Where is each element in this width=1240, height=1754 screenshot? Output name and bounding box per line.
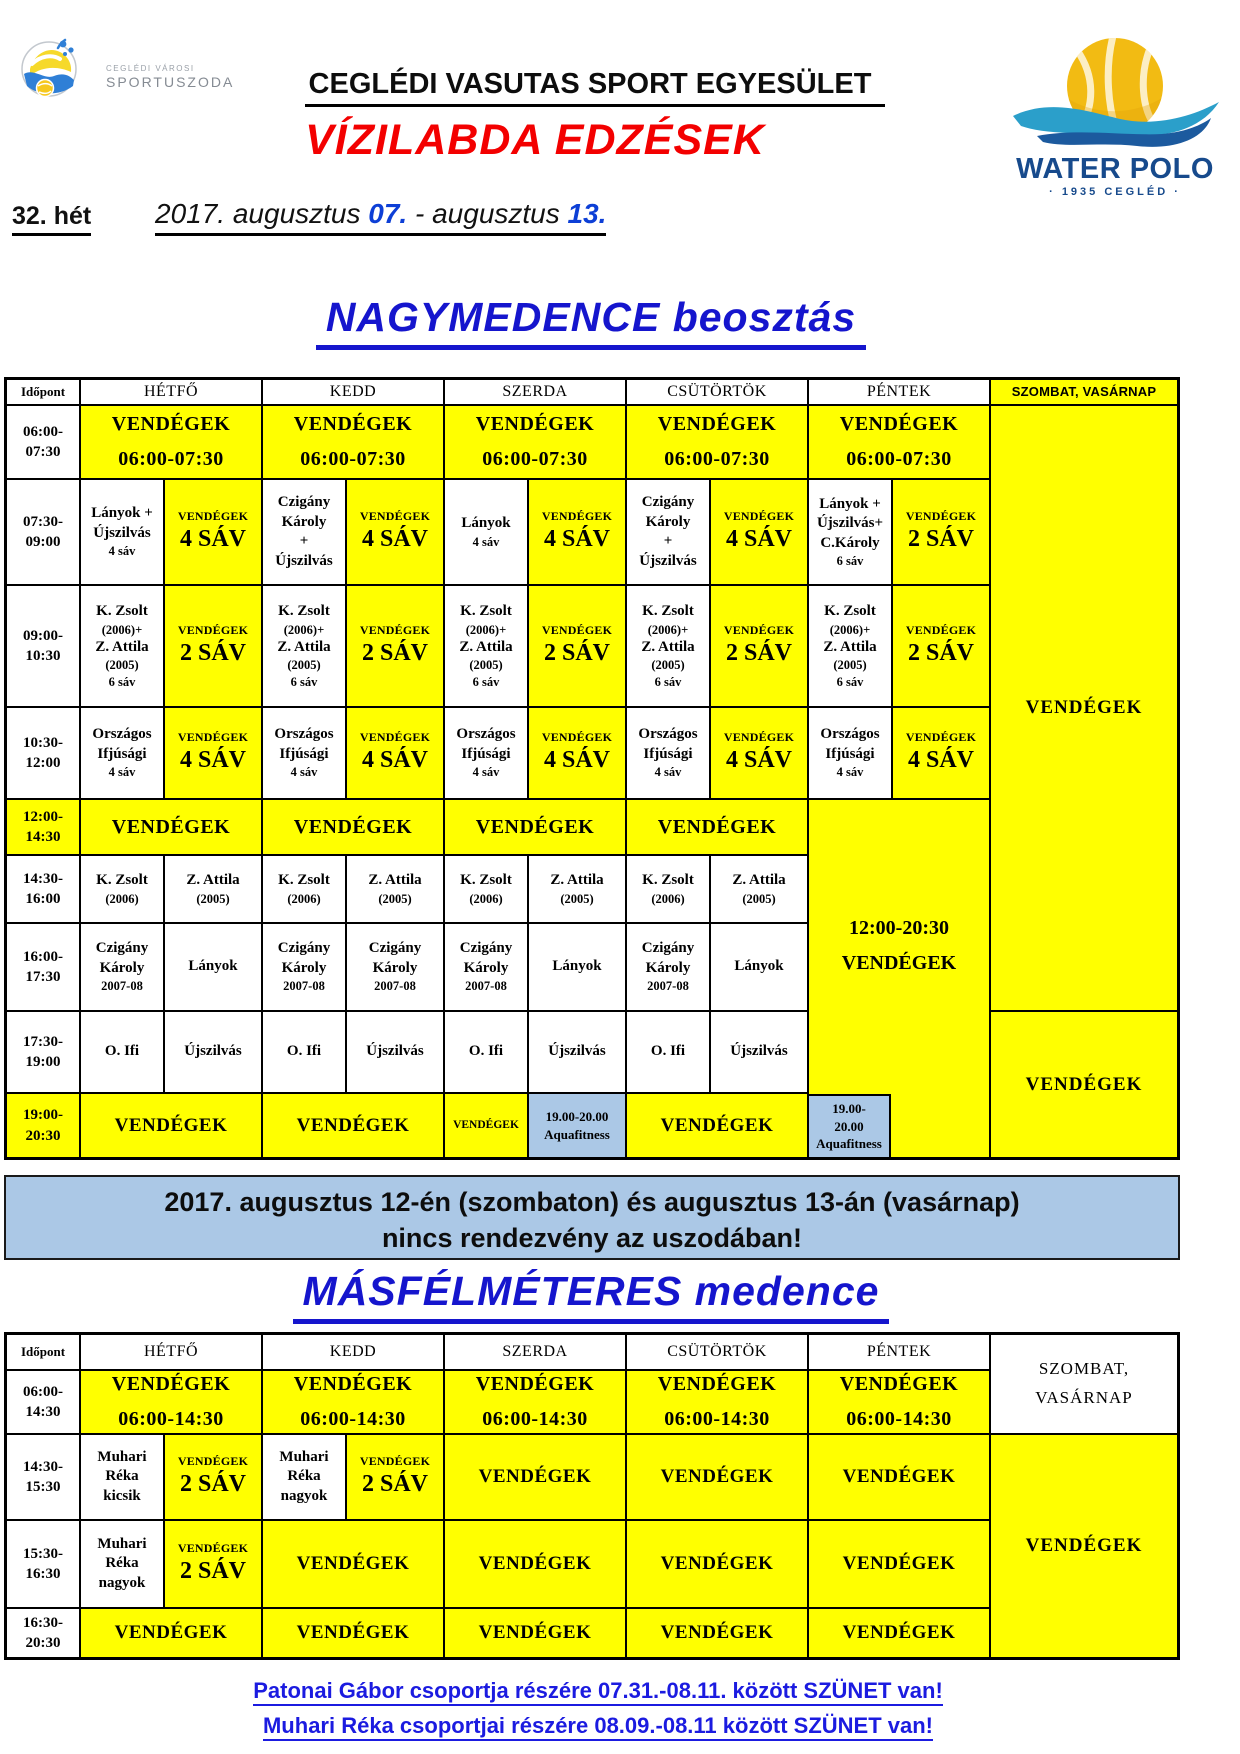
group-cell: Országos Ifjúsági 4 sáv — [627, 708, 709, 798]
group-cell: Újszilvás — [347, 1012, 443, 1092]
group-cell: Czigány Károly 2007-08 — [81, 924, 163, 1010]
day-header: CSÜTÖRTÖK — [627, 380, 807, 404]
guests-cell: VENDÉGEK — [263, 1609, 443, 1657]
time-slot: 06:00- 07:30 — [7, 406, 79, 478]
guests-lanes-cell: VENDÉGEK 2 SÁV — [529, 586, 625, 706]
time-slot: 06:00- 14:30 — [7, 1371, 79, 1433]
aquafitness-cell: 19.00- 20.00 Aquafitness — [809, 1094, 891, 1157]
guests-cell: VENDÉGEK 06:00-14:30 — [81, 1371, 261, 1433]
group-cell: Lányok + Újszilvás 4 sáv — [81, 480, 163, 584]
group-cell: Muhari Réka nagyok — [263, 1435, 345, 1519]
guests-cell: VENDÉGEK — [991, 1012, 1177, 1157]
group-cell: Lányok 4 sáv — [445, 480, 527, 584]
group-cell: K. Zsolt (2006)+ Z. Attila (2005) 6 sáv — [627, 586, 709, 706]
guests-cell: VENDÉGEK — [445, 1609, 625, 1657]
guests-cell: VENDÉGEK 06:00-14:30 — [809, 1371, 989, 1433]
group-cell: Czigány Károly + Újszilvás — [263, 480, 345, 584]
guests-lanes-cell: VENDÉGEK 4 SÁV — [529, 708, 625, 798]
banner-line1: 2017. augusztus 12-én (szombaton) és augusztus 13-án (vasárnap) — [164, 1187, 1020, 1217]
waterpolo-logo — [995, 28, 1235, 198]
group-cell: Lányok — [711, 924, 807, 1010]
guests-cell: VENDÉGEK 06:00-07:30 — [809, 406, 989, 478]
guests-cell: VENDÉGEK — [445, 1521, 625, 1607]
guests-cell: VENDÉGEK 06:00-07:30 — [263, 406, 443, 478]
guests-cell: VENDÉGEK — [263, 1521, 443, 1607]
footnote-patonai-text: Patonai Gábor csoportja részére 07.31.-08.11. között SZÜNET van! — [253, 1678, 943, 1706]
guests-cell: VENDÉGEK — [263, 1094, 443, 1157]
group-cell: Czigány Károly 2007-08 — [263, 924, 345, 1010]
section-title-masfelmeteres: MÁSFÉLMÉTERES medence — [293, 1268, 890, 1324]
page-subtitle: VÍZILABDA EDZÉSEK — [305, 116, 765, 164]
guests-lanes-cell: VENDÉGEK 2 SÁV — [165, 1521, 261, 1607]
group-cell: Czigány Károly 2007-08 — [627, 924, 709, 1010]
group-cell: Z. Attila (2005) — [347, 856, 443, 922]
group-cell: Z. Attila (2005) — [529, 856, 625, 922]
time-slot: 14:30- 16:00 — [7, 856, 79, 922]
guests-cell: VENDÉGEK — [809, 1521, 989, 1607]
guests-cell: VENDÉGEK — [809, 1435, 989, 1519]
banner-line2: nincs rendezvény az uszodában! — [381, 1223, 803, 1254]
guests-lanes-cell: VENDÉGEK 2 SÁV — [165, 586, 261, 706]
guests-cell: VENDÉGEK — [263, 800, 443, 854]
time-slot: 09:00- 10:30 — [7, 586, 79, 706]
group-cell: K. Zsolt (2006)+ Z. Attila (2005) 6 sáv — [809, 586, 891, 706]
group-cell: Lányok — [529, 924, 625, 1010]
group-cell: Czigány Károly 2007-08 — [445, 924, 527, 1010]
group-cell: Újszilvás — [711, 1012, 807, 1092]
guests-cell: VENDÉGEK — [627, 1521, 807, 1607]
weekend-header: SZOMBAT, VASÁRNAP — [991, 380, 1177, 404]
date-end: 13. — [567, 198, 607, 229]
day-header: CSÜTÖRTÖK — [627, 1335, 807, 1369]
guests-lanes-cell: VENDÉGEK 2 SÁV — [347, 586, 443, 706]
group-cell: K. Zsolt (2006)+ Z. Attila (2005) 6 sáv — [81, 586, 163, 706]
guests-lanes-cell: VENDÉGEK 2 SÁV — [165, 1435, 261, 1519]
guests-cell: VENDÉGEK — [627, 1609, 807, 1657]
day-header: SZERDA — [445, 1335, 625, 1369]
guests-cell: VENDÉGEK 06:00-14:30 — [627, 1371, 807, 1433]
time-slot: 17:30- 19:00 — [7, 1012, 79, 1092]
date-prefix: 2017. augusztus — [155, 198, 369, 229]
group-cell: Lányok — [165, 924, 261, 1010]
day-header: PÉNTEK — [809, 380, 989, 404]
guests-cell: VENDÉGEK 06:00-07:30 — [627, 406, 807, 478]
day-header: KEDD — [263, 1335, 443, 1369]
day-header: KEDD — [263, 380, 443, 404]
group-cell: Újszilvás — [165, 1012, 261, 1092]
group-cell: K. Zsolt (2006)+ Z. Attila (2005) 6 sáv — [263, 586, 345, 706]
guests-cell: VENDÉGEK — [809, 1609, 989, 1657]
sportuszoda-logo-line1: CEGLÉDI VÁROSI — [106, 64, 195, 73]
guests-cell: VENDÉGEK — [81, 800, 261, 854]
group-cell: Újszilvás — [529, 1012, 625, 1092]
guests-cell: VENDÉGEK 06:00-14:30 — [445, 1371, 625, 1433]
day-header: HÉTFŐ — [81, 380, 261, 404]
group-cell: Lányok + Újszilvás+ C.Károly 6 sáv — [809, 480, 891, 584]
weekend-header: SZOMBAT, VASÁRNAP — [991, 1335, 1177, 1433]
guests-lanes-cell: VENDÉGEK 4 SÁV — [165, 480, 261, 584]
time-slot: 10:30- 12:00 — [7, 708, 79, 798]
masfelmeteres-schedule-table — [4, 1332, 1180, 1660]
guests-cell: VENDÉGEK — [627, 1094, 807, 1157]
guests-lanes-cell: VENDÉGEK 4 SÁV — [529, 480, 625, 584]
group-cell: Országos Ifjúsági 4 sáv — [81, 708, 163, 798]
guests-cell: VENDÉGEK 06:00-07:30 — [81, 406, 261, 478]
section-title-nagymedence: NAGYMEDENCE beosztás — [316, 294, 866, 350]
group-cell: O. Ifi — [263, 1012, 345, 1092]
date-range — [155, 198, 606, 236]
guests-cell: VENDÉGEK 06:00-07:30 — [445, 406, 625, 478]
guests-cell: VENDÉGEK — [991, 406, 1177, 1010]
guests-cell: VENDÉGEK 06:00-14:30 — [263, 1371, 443, 1433]
footnote-muhari-text: Muhari Réka csoportjai részére 08.09.-08.11 között SZÜNET van! — [263, 1713, 933, 1741]
time-slot: 07:30- 09:00 — [7, 480, 79, 584]
group-cell: Muhari Réka kicsik — [81, 1435, 163, 1519]
guests-cell: VENDÉGEK — [627, 800, 807, 854]
group-cell: Czigány Károly + Újszilvás — [627, 480, 709, 584]
date-middle: - augusztus — [407, 198, 568, 229]
guests-cell: VENDÉGEK — [991, 1435, 1177, 1657]
guests-lanes-cell: VENDÉGEK 4 SÁV — [711, 708, 807, 798]
guests-lanes-cell: VENDÉGEK 4 SÁV — [347, 480, 443, 584]
aquafitness-cell: 19.00-20.00 Aquafitness — [529, 1094, 625, 1157]
page-title: CEGLÉDI VASUTAS SPORT EGYESÜLET — [305, 68, 886, 107]
guests-lanes-cell: VENDÉGEK 4 SÁV — [165, 708, 261, 798]
guests-cell: VENDÉGEK — [81, 1609, 261, 1657]
guests-cell: VENDÉGEK — [81, 1094, 261, 1157]
timepoint-header: Időpont — [7, 380, 79, 404]
group-cell: O. Ifi — [81, 1012, 163, 1092]
footnote-patonai — [0, 1678, 1196, 1704]
group-cell: O. Ifi — [627, 1012, 709, 1092]
guests-lanes-cell: VENDÉGEK 4 SÁV — [347, 708, 443, 798]
guests-block: 12:00-20:30 VENDÉGEK — [809, 800, 989, 1157]
time-slot: 16:30- 20:30 — [7, 1609, 79, 1657]
weekend-notice-banner — [4, 1175, 1180, 1260]
week-label: 32. hét — [12, 202, 91, 236]
time-slot: 12:00- 14:30 — [7, 800, 79, 854]
nagymedence-schedule-table — [4, 377, 1180, 1160]
group-cell: Z. Attila (2005) — [165, 856, 261, 922]
guests-lanes-cell: VENDÉGEK 2 SÁV — [347, 1435, 443, 1519]
group-cell: K. Zsolt (2006) — [627, 856, 709, 922]
guests-lanes-cell: VENDÉGEK 4 SÁV — [893, 708, 989, 798]
guests-lanes-cell: VENDÉGEK 4 SÁV — [711, 480, 807, 584]
group-cell: Országos Ifjúsági 4 sáv — [445, 708, 527, 798]
waterpolo-ball-icon — [995, 28, 1235, 153]
group-cell: Országos Ifjúsági 4 sáv — [263, 708, 345, 798]
group-cell: Muhari Réka nagyok — [81, 1521, 163, 1607]
group-cell: Z. Attila (2005) — [711, 856, 807, 922]
time-slot: 14:30- 15:30 — [7, 1435, 79, 1519]
waterpolo-logo-year: · 1935 CEGLÉD · — [1049, 186, 1181, 198]
guests-cell: VENDÉGEK — [445, 1094, 527, 1157]
day-header: PÉNTEK — [809, 1335, 989, 1369]
sportuszoda-logo-line2: SPORTUSZODA — [106, 74, 235, 90]
guests-cell: VENDÉGEK — [445, 800, 625, 854]
day-header: SZERDA — [445, 380, 625, 404]
timepoint-header: Időpont — [7, 1335, 79, 1369]
guests-lanes-cell: VENDÉGEK 2 SÁV — [893, 586, 989, 706]
guests-lanes-cell: VENDÉGEK 2 SÁV — [893, 480, 989, 584]
time-slot: 19:00- 20:30 — [7, 1094, 79, 1157]
group-cell: Czigány Károly 2007-08 — [347, 924, 443, 1010]
group-cell: K. Zsolt (2006) — [263, 856, 345, 922]
guests-lanes-cell: VENDÉGEK 2 SÁV — [711, 586, 807, 706]
group-cell: Országos Ifjúsági 4 sáv — [809, 708, 891, 798]
waterpolo-logo-text: WATER POLO — [1016, 153, 1214, 185]
group-cell: K. Zsolt (2006) — [445, 856, 527, 922]
time-slot: 15:30- 16:30 — [7, 1521, 79, 1607]
date-start: 07. — [368, 198, 408, 229]
group-cell: O. Ifi — [445, 1012, 527, 1092]
day-header: HÉTFŐ — [81, 1335, 261, 1369]
guests-cell: VENDÉGEK — [445, 1435, 625, 1519]
time-slot: 16:00- 17:30 — [7, 924, 79, 1010]
group-cell: K. Zsolt (2006) — [81, 856, 163, 922]
footnote-muhari — [0, 1713, 1196, 1739]
guests-cell: VENDÉGEK — [627, 1435, 807, 1519]
group-cell: K. Zsolt (2006)+ Z. Attila (2005) 6 sáv — [445, 586, 527, 706]
